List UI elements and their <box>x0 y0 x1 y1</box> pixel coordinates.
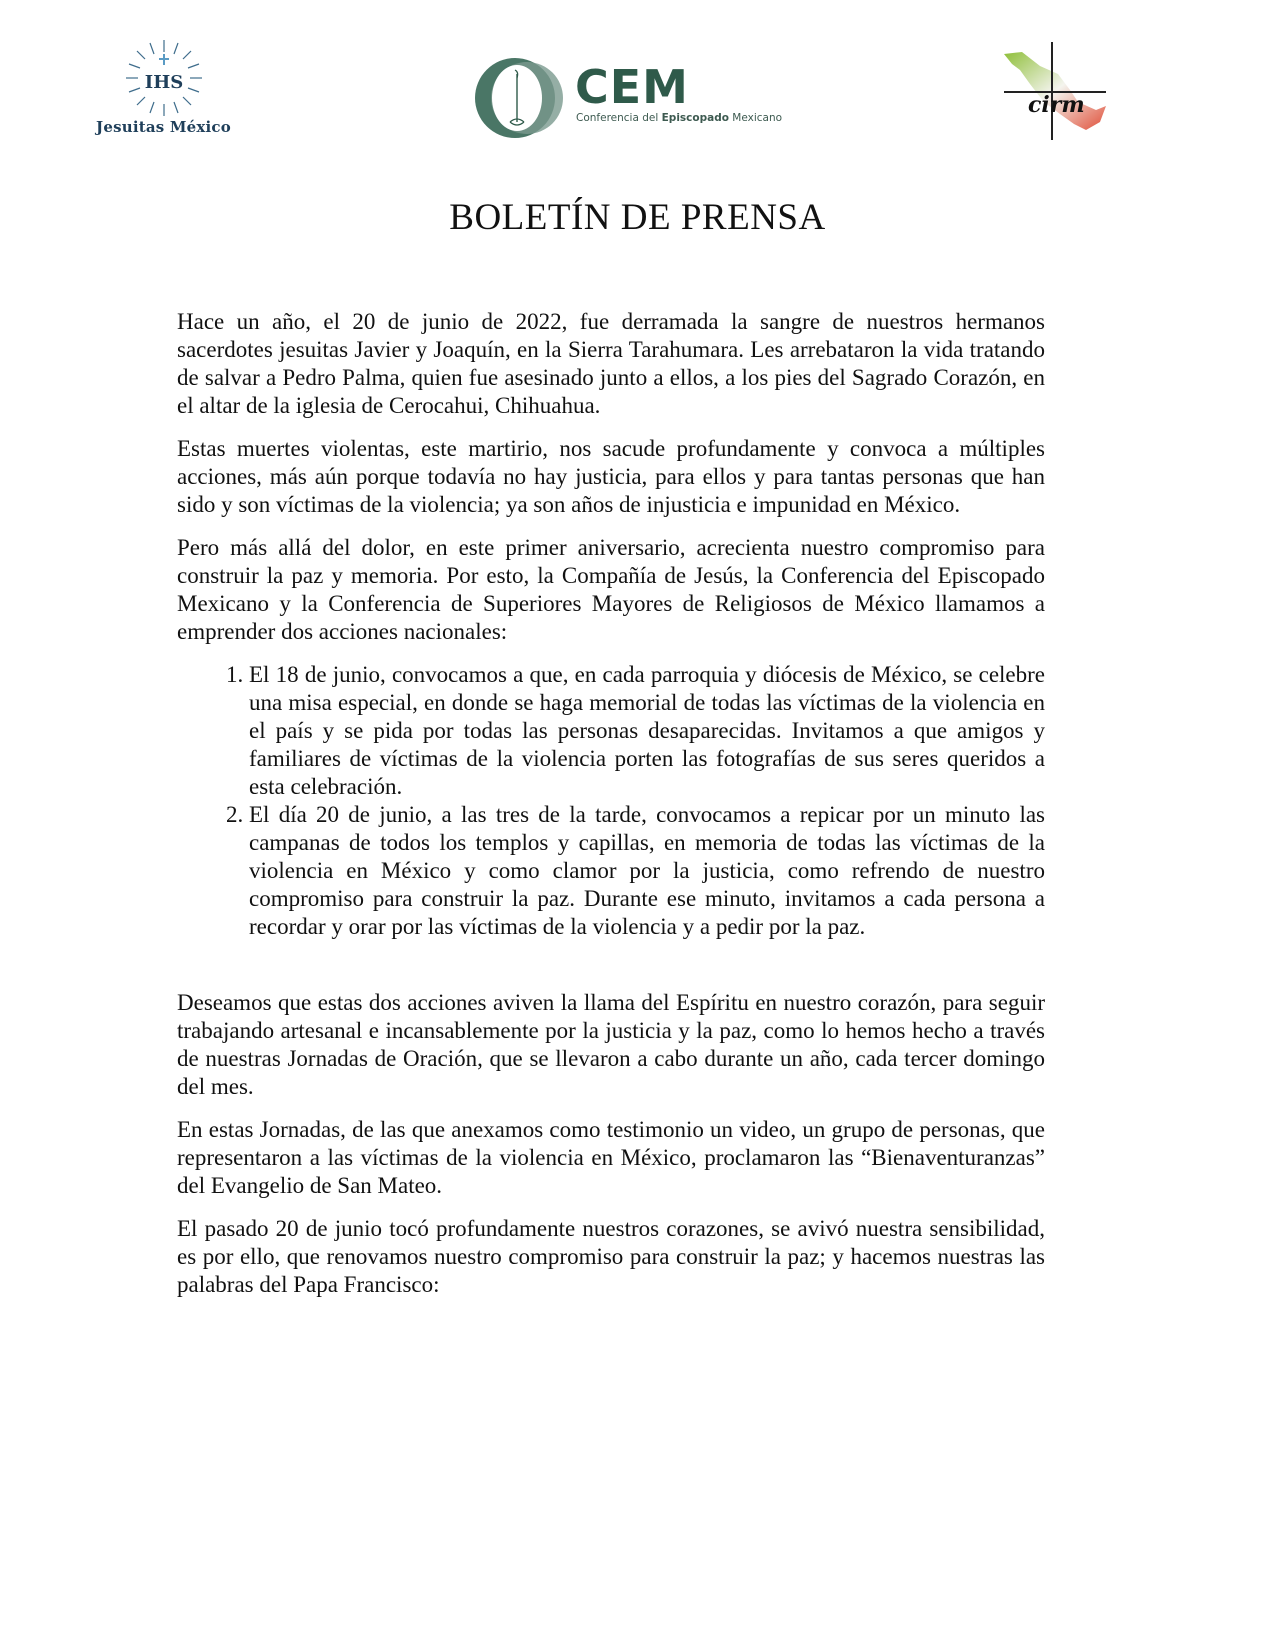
paragraph-call-to-action: Pero más allá del dolor, en este primer aniversario, acrecienta nuestro compromiso para construir la paz y memoria. Por esto, la Compañía de Jesús, la Conferencia del Episcopado Mexicano y la Conferencia de Superiores Mayores de Religiosos de México llamamos a emprender dos acciones nacionales: <box>177 535 1045 644</box>
cem-logo <box>475 52 795 144</box>
ihs-sunburst-icon <box>124 38 204 118</box>
action-item: 1. El 18 de junio, convocamos a que, en cada parroquia y diócesis de México, se celebre una misa especial, en donde se haga memorial de todas las víctimas de la violencia en el país y se pida por todas las personas desaparecidas. Invitamos a que amigos y familiares de víctimas de la violencia porten las fotografías de sus seres queridos a esta celebración. <box>249 661 1045 801</box>
action-item: 2. El día 20 de junio, a las tres de la tarde, convocamos a repicar por un minuto las campanas de todos los templos y capillas, en memoria de todas las víctimas de la violencia en México y como clamor por la justicia, como refrendo de nuestro compromiso para construir la paz. Durante ese minuto, invitamos a cada persona a recordar y orar por las víctimas de la violencia y a pedir por la paz. <box>249 801 1045 941</box>
paragraph-closing: El pasado 20 de junio tocó profundamente nuestros corazones, se avivó nuestra sensibilidad, es por ello, que renovamos nuestro compromiso para construir la paz; y hacemos nuestras las palabras del Papa Francisco: <box>177 1216 1045 1297</box>
press-release-body <box>177 308 1045 1314</box>
paragraph-wish: Deseamos que estas dos acciones aviven la llama del Espíritu en nuestro corazón, para seguir trabajando artesanal e incansablemente por la justicia y la paz, como lo hemos hecho a través de nuestras Jornadas de Oración, que se llevaron a cabo durante un año, cada tercer domingo del mes. <box>177 990 1045 1099</box>
jesuitas-mexico-logo <box>96 38 231 153</box>
cirm-logo <box>1000 40 1110 142</box>
paragraph-jornadas: En estas Jornadas, de las que anexamos como testimonio un video, un grupo de personas, que representaron a las víctimas de la violencia en México, proclamaron las “Bienaventuranzas” del Evangelio de San Mateo. <box>177 1117 1045 1198</box>
cem-acronym: CEM <box>575 60 689 114</box>
paragraph-martyrdom: Estas muertes violentas, este martirio, nos sacude profundamente y convoca a múltiples acciones, más aún porque todavía no hay justicia, para ellos y para tantas personas que han sido y son víctimas de la violencia; ya son años de injusticia e impunidad en México. <box>177 436 1045 517</box>
svg-text:IHS: IHS <box>144 72 183 93</box>
cem-subtitle: Conferencia del Episcopado Mexicano <box>576 112 783 124</box>
jesuitas-name: Jesuitas México <box>96 118 231 136</box>
cirm-acronym: cirm <box>1028 92 1085 118</box>
paragraph-intro: Hace un año, el 20 de junio de 2022, fue derramada la sangre de nuestros hermanos sacerdotes jesuitas Javier y Joaquín, en la Sierra Tarahumara. Les arrebataron la vida tratando de salvar a Pedro Palma, quien fue asesinado junto a ellos, a los pies del Sagrado Corazón, en el altar de la iglesia de Cerocahui, Chihuahua. <box>177 309 1045 418</box>
mexico-map-cross-icon <box>1000 40 1110 142</box>
cem-emblem-icon <box>475 52 567 144</box>
page-title: BOLETÍN DE PRENSA <box>449 197 826 238</box>
national-actions-list <box>177 661 1045 941</box>
